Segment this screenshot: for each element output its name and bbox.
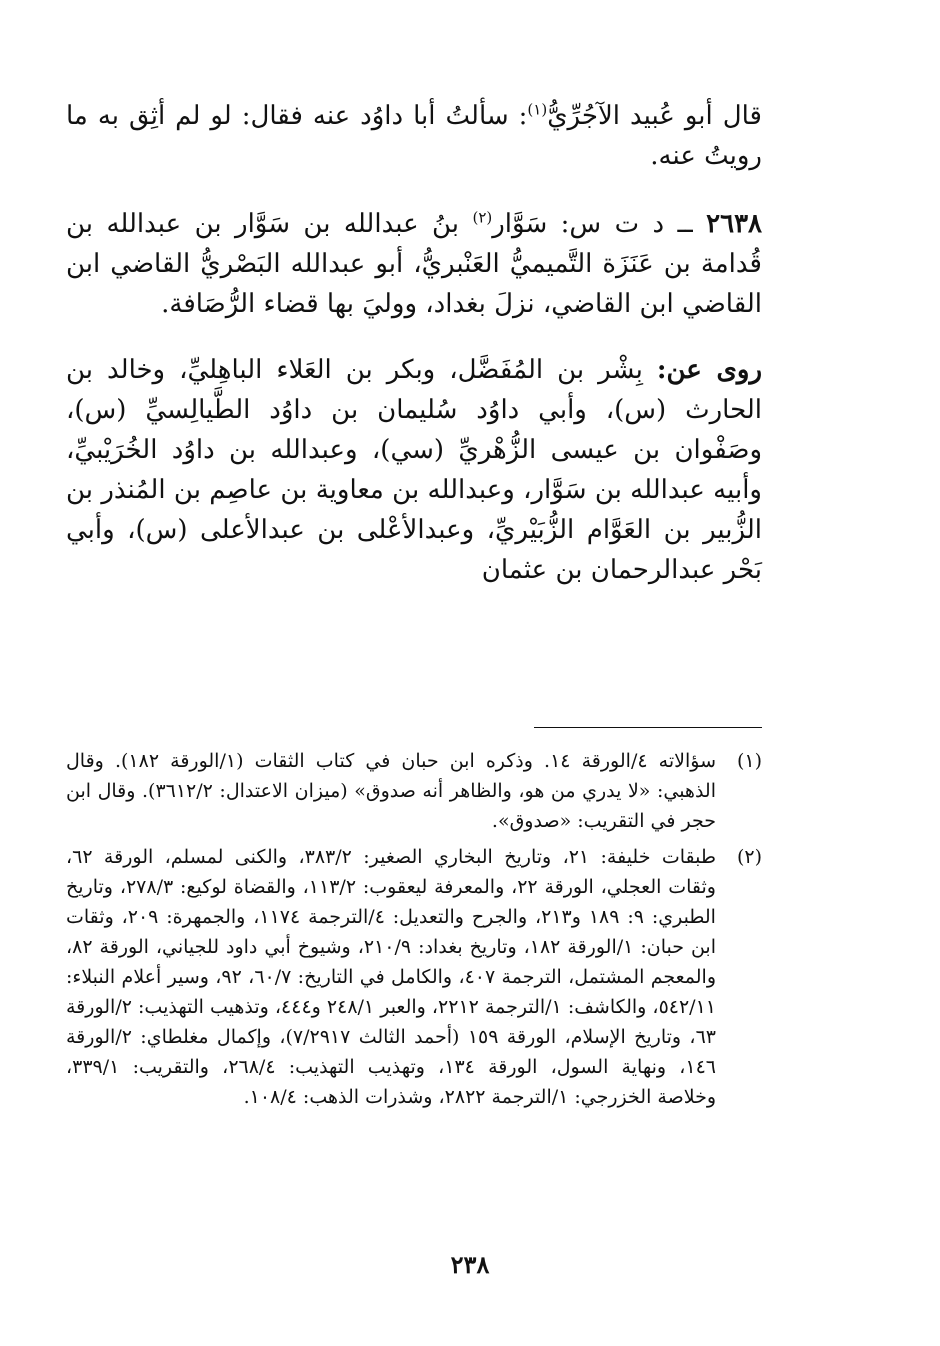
paragraph-entry [66, 204, 762, 324]
main-text [66, 96, 762, 590]
paragraph-text: : سألتُ أبا داوُد عنه فقال: لو لم أثِق به ما رويتُ عنه. [66, 101, 762, 171]
footnote-1 [66, 746, 762, 836]
footnote-divider [534, 727, 762, 728]
paragraph-quote [66, 96, 762, 176]
lead-heading: روى عن: [656, 355, 762, 385]
footnote-2 [66, 842, 762, 1112]
footnote-ref-2[interactable]: (٢) [472, 208, 493, 227]
page-number: ٢٣٨ [450, 1250, 490, 1279]
entry-number: ٢٦٣٨ [706, 209, 762, 239]
paragraph-text: بِشْر بن المُفَضَّل، وبكر بن العَلاء الباهِليِّ، وخالد بن الحارث (س)، وأبي داوُد سُليمان بن داوُد الطَّيالِسيِّ (س)، وصَفْوان بن عيسى الزُّهْريِّ (سي)، وعبدالله بن داوُد الخُرَيْبيِّ، وأبيه عبدالله بن سَوَّار، وعبدالله بن معاوية بن عاصِم بن المُنذر بن الزُّبير بن العَوَّام الزُّبَيْريِّ، وعبدالأعْلى بن عبدالأعلى (س)، وأبي بَحْر عبدالرحمان بن عثمان [66, 355, 762, 585]
footnote-number: (٢) [736, 846, 762, 868]
paragraph-text: بنُ عبدالله بن سَوَّار بن عبدالله بن قُدامة بن عَنَزَة التَّميميُّ العَنْبريُّ، أبو عبدالله البَصْريُّ القاضي ابن القاضي ابن القاضي، نزلَ بغداد، ووليَ بها قضاء الرُّصَافة. [66, 209, 762, 319]
paragraph-text: قال أبو عُبيد الآجُرِّيُّ [547, 101, 762, 131]
paragraph-narrators [66, 350, 762, 590]
footnote-text: طبقات خليفة: ٢١، وتاريخ البخاري الصغير: ٣٨٣/٢، والكنى لمسلم، الورقة ٦٢، وثقات العجلي، الورقة ٢٢، والمعرفة ليعقوب: ١١٣/٢، والقضاة لوكيع: ٢٧٨/٣، وتاريخ الطبري: ٩: ١٨٩ و٢١٣، والجرح والتعديل: ٤/الترجمة ١١٧٤، والجمهرة: ٢٠٩، وثقات ابن حبان: ١/الورقة ١٨٢، وتاريخ بغداد: ٢١٠/٩، وشيوخ أبي داود للجياني، الورقة ٨٢، والمعجم المشتمل، الترجمة ٤٠٧، والكامل في التاريخ: ٦٠/٧، ٩٢، وسير أعلام النبلاء: ٥٤٢/١١، والكاشف: ١/الترجمة ٢٢١٢، والعبر ٢٤٨/١ و٤٤٤، وتذهيب التهذيب: ٢/الورقة ٦٣، وتاريخ الإسلام، الورقة ١٥٩ (أحمد الثالث ٧/٢٩١٧)، وإكمال مغلطاي: ٢/الورقة ١٤٦، ونهاية السول، الورقة ١٣٤، وتهذيب التهذيب: ٢٦٨/٤، والتقريب: ٣٣٩/١، وخلاصة الخزرجي: ١/الترجمة ٢٨٢٢، وشذرات الذهب: ١٠٨/٤. [66, 846, 716, 1108]
footnote-number: (١) [736, 750, 762, 772]
paragraph-text: ــ د ت س: سَوَّار [492, 209, 707, 239]
footnotes [66, 746, 762, 1112]
footnote-text: سؤالاته ٤/الورقة ١٤. وذكره ابن حبان في كتاب الثقات (١/الورقة ١٨٢). وقال الذهبي: «لا يدري من هو، والظاهر أنه صدوق» (ميزان الاعتدال: ٣٦١٢/٢). وقال ابن حجر في التقريب: «صدوق». [66, 750, 717, 832]
footnote-ref-1[interactable]: (١) [527, 100, 548, 119]
